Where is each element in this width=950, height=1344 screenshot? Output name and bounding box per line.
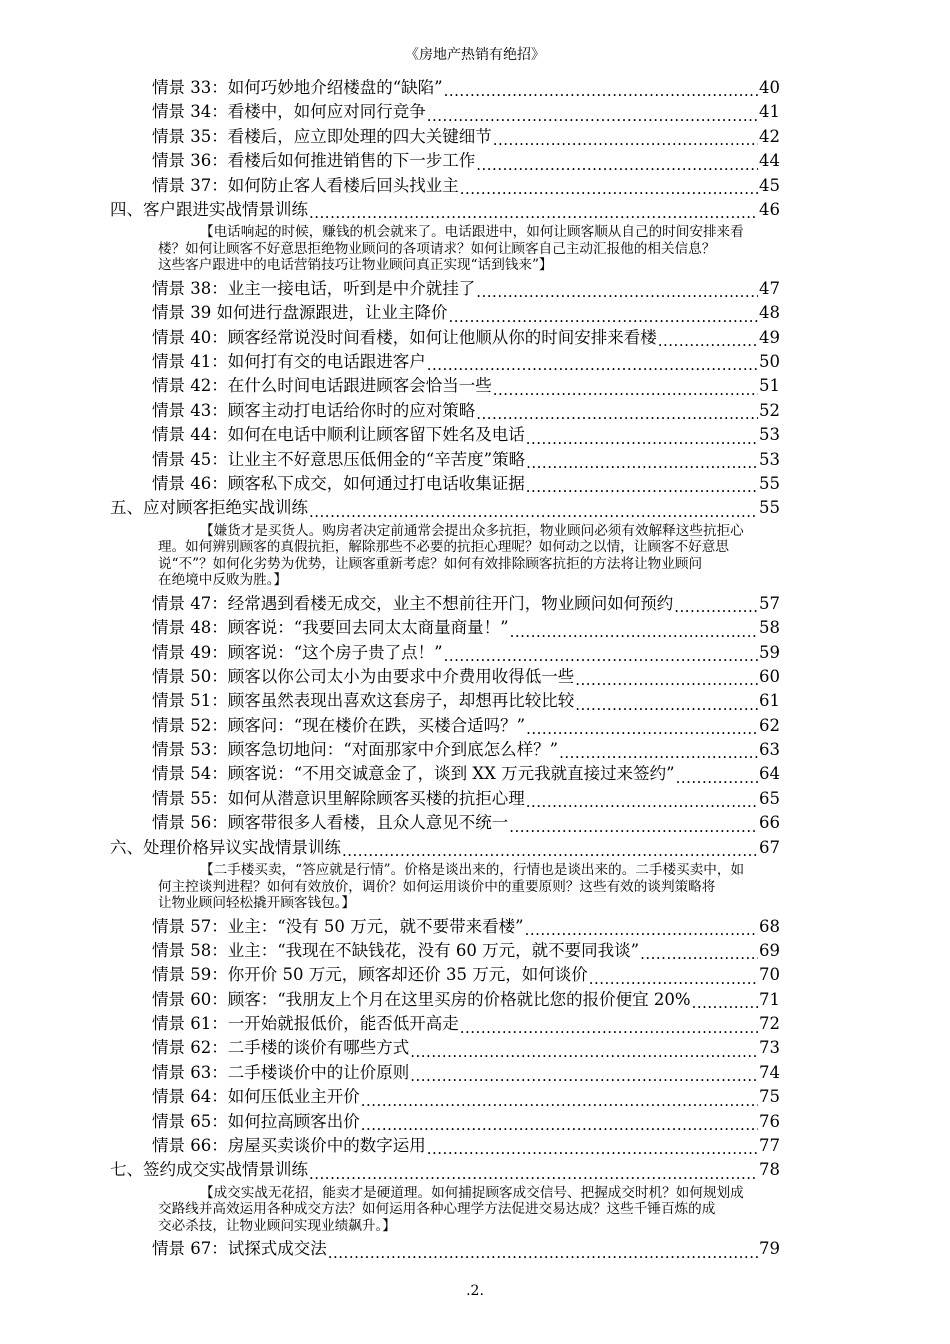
toc-scene-entry[interactable] bbox=[110, 939, 780, 963]
dot-leader bbox=[361, 1092, 758, 1110]
toc-scene-entry[interactable] bbox=[110, 326, 780, 350]
toc-scene-entry[interactable] bbox=[110, 448, 780, 472]
toc-scene-entry[interactable] bbox=[110, 1012, 780, 1036]
toc-scene-entry[interactable] bbox=[110, 963, 780, 987]
entry-title: 情景 46：顾客私下成交，如何通过打电话收集证据 bbox=[152, 473, 525, 493]
entry-title: 情景 39 如何进行盘源跟进，让业主降价 bbox=[152, 303, 448, 323]
entry-title: 七、签约成交实战情景训练 bbox=[110, 1160, 308, 1180]
summary-line: 楼？如何让顾客不好意思拒绝物业顾问的各项请求？如何让顾客自己主动汇报他的相关信息？ bbox=[158, 240, 716, 257]
dot-leader bbox=[589, 970, 758, 988]
entry-title: 情景 58：业主：“我现在不缺钱花，没有 60 万元，就不要同我谈” bbox=[152, 940, 640, 960]
entry-page-number: 68 bbox=[759, 916, 780, 936]
toc-chapter-entry[interactable] bbox=[110, 1158, 780, 1182]
entry-title: 情景 64：如何压低业主开价 bbox=[152, 1087, 360, 1107]
entry-title: 情景 42：在什么时间电话跟进顾客会恰当一些 bbox=[152, 376, 492, 396]
entry-title: 情景 60：顾客：“我朋友上个月在这里买房的价格就比您的报价便宜 20% bbox=[152, 989, 691, 1009]
entry-title: 情景 54：顾客说：“不用交诚意金了，谈到 XX 万元我就直接过来签约” bbox=[152, 764, 675, 784]
entry-page-number: 65 bbox=[759, 788, 780, 808]
toc-scene-entry[interactable] bbox=[110, 301, 780, 325]
page-header: 《房地产热销有绝招》 bbox=[405, 47, 545, 63]
toc-scene-entry[interactable] bbox=[110, 277, 780, 301]
dot-leader bbox=[476, 156, 758, 174]
entry-page-number: 47 bbox=[759, 278, 780, 298]
toc-scene-entry[interactable] bbox=[110, 1110, 780, 1134]
entry-page-number: 40 bbox=[759, 77, 780, 97]
dot-leader bbox=[460, 180, 758, 198]
summary-line: 【嫌货才是买货人。购房者决定前通常会提出众多抗拒，物业顾问必须有效解释这些抗拒心 bbox=[200, 522, 744, 539]
toc-scene-entry[interactable] bbox=[110, 423, 780, 447]
entry-page-number: 53 bbox=[759, 425, 780, 445]
toc-scene-entry[interactable] bbox=[110, 616, 780, 640]
dot-leader bbox=[559, 744, 758, 762]
dot-leader bbox=[449, 308, 759, 326]
entry-page-number: 77 bbox=[759, 1136, 780, 1156]
dot-leader bbox=[526, 720, 758, 738]
entry-page-number: 50 bbox=[759, 352, 780, 371]
toc-scene-entry[interactable] bbox=[110, 1237, 780, 1261]
dot-leader bbox=[342, 842, 758, 860]
toc-scene-entry[interactable] bbox=[110, 1134, 780, 1158]
summary-line: 【二手楼买卖，“答应就是行情”。价格是谈出来的，行情也是谈出来的。二手楼买卖中，如 bbox=[200, 862, 745, 879]
toc-chapter-entry[interactable] bbox=[110, 836, 780, 860]
entry-page-number: 73 bbox=[759, 1038, 780, 1058]
dot-leader bbox=[692, 994, 758, 1012]
dot-leader bbox=[674, 598, 758, 616]
entry-page-number: 53 bbox=[759, 449, 780, 469]
entry-page-number: 59 bbox=[759, 642, 780, 662]
dot-leader bbox=[309, 1165, 758, 1183]
entry-page-number: 70 bbox=[759, 965, 780, 985]
table-of-contents bbox=[110, 76, 780, 1262]
dot-leader bbox=[525, 921, 758, 939]
entry-page-number: 64 bbox=[759, 764, 780, 784]
toc-scene-entry[interactable] bbox=[110, 915, 780, 939]
dot-leader bbox=[444, 647, 758, 665]
entry-page-number: 45 bbox=[759, 175, 780, 195]
entry-title: 情景 38：业主一接电话，听到是中介就挂了 bbox=[152, 278, 476, 298]
dot-leader bbox=[575, 671, 758, 689]
entry-title: 情景 35：看楼后，应立即处理的四大关键细节 bbox=[152, 126, 492, 146]
dot-leader bbox=[575, 696, 758, 714]
dot-leader bbox=[510, 623, 758, 641]
toc-scene-entry[interactable] bbox=[110, 472, 780, 496]
entry-page-number: 42 bbox=[759, 126, 780, 146]
dot-leader bbox=[493, 131, 758, 149]
entry-title: 情景 56：顾客带很多人看楼，且众人意见不统一 bbox=[152, 813, 509, 833]
dot-leader bbox=[509, 818, 758, 836]
dot-leader bbox=[309, 204, 758, 222]
toc-scene-entry[interactable] bbox=[110, 665, 780, 689]
dot-leader bbox=[526, 430, 758, 448]
toc-scene-entry[interactable] bbox=[110, 689, 780, 713]
dot-leader bbox=[410, 1043, 758, 1061]
entry-title: 情景 34：看楼中，如何应对同行竞争 bbox=[152, 102, 426, 122]
entry-title: 情景 37：如何防止客人看楼后回头找业主 bbox=[152, 175, 459, 195]
entry-title: 情景 36：看楼后如何推进销售的下一步工作 bbox=[152, 151, 476, 171]
entry-page-number: 71 bbox=[759, 989, 780, 1009]
entry-title: 情景 43：顾客主动打电话给你时的应对策略 bbox=[152, 400, 476, 420]
dot-leader bbox=[476, 405, 758, 423]
summary-line: 【电话响起的时候，赚钱的机会就来了。电话跟进中，如何让顾客顺从自己的时间安排来看 bbox=[200, 224, 744, 241]
summary-line: 在绝境中反败为胜。】 bbox=[158, 572, 288, 589]
dot-leader bbox=[410, 1067, 758, 1085]
summary-line: 交路线并高效运用各种成交方法？如何运用各种心理学方法促进交易达成？这些千锤百炼的成 bbox=[158, 1201, 716, 1218]
summary-line: 说“不”？如何化劣势为优势，让顾客重新考虑？如何有效排除顾客抗拒的方法将让物业顾问 bbox=[158, 555, 703, 572]
entry-title: 情景 61：一开始就报低价，能否低开高走 bbox=[152, 1014, 459, 1034]
dot-leader bbox=[361, 1116, 758, 1134]
dot-leader bbox=[526, 793, 758, 811]
section-summary bbox=[110, 224, 780, 274]
entry-page-number: 61 bbox=[759, 691, 780, 711]
toc-scene-entry[interactable] bbox=[110, 988, 780, 1012]
entry-page-number: 52 bbox=[759, 400, 780, 420]
entry-page-number: 66 bbox=[759, 813, 780, 833]
entry-title: 情景 53：顾客急切地问：“对面那家中介到底怎么样？” bbox=[152, 740, 559, 760]
summary-line: 这些客户跟进中的电话营销技巧让物业顾问真正实现“话到钱来”】 bbox=[158, 257, 553, 274]
entry-title: 四、客户跟进实战情景训练 bbox=[110, 199, 308, 219]
section-summary bbox=[110, 1185, 780, 1235]
dot-leader bbox=[309, 503, 758, 521]
entry-page-number: 75 bbox=[759, 1087, 780, 1107]
toc-scene-entry[interactable] bbox=[110, 762, 780, 786]
dot-leader bbox=[493, 381, 758, 399]
section-summary bbox=[110, 523, 780, 589]
toc-scene-entry[interactable] bbox=[110, 374, 780, 398]
dot-leader bbox=[526, 478, 758, 496]
dot-leader bbox=[328, 1244, 758, 1262]
entry-title: 情景 57：业主：“没有 50 万元，就不要带来看楼” bbox=[152, 916, 524, 936]
summary-line: 何主控谈判进程？如何有效放价，调价？如何运用谈价中的重要原则？这些有效的谈判策略将 bbox=[158, 878, 716, 895]
entry-page-number: 72 bbox=[759, 1014, 780, 1034]
toc-scene-entry[interactable] bbox=[110, 641, 780, 665]
dot-leader bbox=[460, 1019, 758, 1037]
toc-chapter-entry[interactable] bbox=[110, 496, 780, 520]
entry-title: 情景 41：如何打有交的电话跟进客户 bbox=[152, 352, 426, 371]
dot-leader bbox=[427, 356, 758, 374]
dot-leader bbox=[526, 454, 758, 472]
entry-page-number: 44 bbox=[759, 151, 780, 171]
entry-page-number: 57 bbox=[759, 593, 780, 613]
entry-page-number: 55 bbox=[759, 498, 780, 518]
toc-scene-entry[interactable] bbox=[110, 1037, 780, 1061]
entry-page-number: 48 bbox=[759, 303, 780, 323]
summary-line: 理。如何辨别顾客的真假抗拒，解除那些不必要的抗拒心理呢？如何动之以情，让顾客不好意思 bbox=[158, 539, 729, 556]
entry-title: 情景 33：如何巧妙地介绍楼盘的“缺陷” bbox=[152, 77, 443, 97]
entry-page-number: 46 bbox=[759, 199, 780, 219]
entry-page-number: 78 bbox=[759, 1160, 780, 1180]
toc-scene-entry[interactable] bbox=[110, 1085, 780, 1109]
entry-title: 情景 45：让业主不好意思压低佣金的“辛苦度”策略 bbox=[152, 449, 526, 469]
entry-page-number: 63 bbox=[759, 740, 780, 760]
toc-scene-entry[interactable] bbox=[110, 714, 780, 738]
toc-scene-entry[interactable] bbox=[110, 787, 780, 811]
toc-scene-entry[interactable] bbox=[110, 125, 780, 149]
entry-page-number: 62 bbox=[759, 715, 780, 735]
entry-page-number: 49 bbox=[759, 327, 780, 347]
entry-title: 情景 51：顾客虽然表现出喜欢这套房子，却想再比较比较 bbox=[152, 691, 575, 711]
dot-leader bbox=[427, 1140, 758, 1158]
toc-scene-entry[interactable] bbox=[110, 174, 780, 198]
dot-leader bbox=[676, 769, 758, 787]
dot-leader bbox=[444, 82, 758, 100]
entry-page-number: 74 bbox=[759, 1062, 780, 1082]
entry-page-number: 76 bbox=[759, 1111, 780, 1131]
entry-title: 情景 63：二手楼谈价中的让价原则 bbox=[152, 1062, 410, 1082]
entry-title: 情景 48：顾客说：“我要回去同太太商量商量！” bbox=[152, 618, 509, 638]
toc-scene-entry[interactable] bbox=[110, 592, 780, 616]
entry-page-number: 55 bbox=[759, 473, 780, 493]
toc-scene-entry[interactable] bbox=[110, 399, 780, 423]
entry-title: 情景 62：二手楼的谈价有哪些方式 bbox=[152, 1038, 410, 1058]
entry-page-number: 58 bbox=[759, 618, 780, 638]
toc-scene-entry[interactable] bbox=[110, 350, 780, 374]
summary-line: 交必杀技，让物业顾问实现业绩飙升。】 bbox=[158, 1217, 396, 1234]
page-number: .2. bbox=[466, 1283, 484, 1299]
summary-line: 让物业顾问轻松撬开顾客钱包。】 bbox=[158, 895, 356, 912]
dot-leader bbox=[658, 332, 758, 350]
dot-leader bbox=[476, 283, 758, 301]
entry-page-number: 60 bbox=[759, 666, 780, 686]
entry-title: 情景 66：房屋买卖谈价中的数字运用 bbox=[152, 1136, 426, 1156]
entry-title: 情景 52：顾客问：“现在楼价在跌，买楼合适吗？” bbox=[152, 715, 526, 735]
entry-page-number: 69 bbox=[759, 940, 780, 960]
entry-page-number: 41 bbox=[759, 102, 780, 122]
section-summary bbox=[110, 862, 780, 912]
entry-page-number: 79 bbox=[759, 1239, 780, 1259]
dot-leader bbox=[640, 945, 758, 963]
summary-line: 【成交实战无花招，能卖才是硬道理。如何捕捉顾客成交信号、把握成交时机？如何规划成 bbox=[200, 1184, 744, 1201]
toc-chapter-entry[interactable] bbox=[110, 198, 780, 222]
entry-title: 情景 65：如何拉高顾客出价 bbox=[152, 1111, 360, 1131]
entry-title: 情景 40：顾客经常说没时间看楼，如何让他顺从你的时间安排来看楼 bbox=[152, 327, 657, 347]
entry-title: 情景 47：经常遇到看楼无成交，业主不想前往开门，物业顾问如何预约 bbox=[152, 593, 674, 613]
entry-title: 情景 59：你开价 50 万元，顾客却还价 35 万元，如何谈价 bbox=[152, 965, 588, 985]
toc-scene-entry[interactable] bbox=[110, 811, 780, 835]
toc-scene-entry[interactable] bbox=[110, 100, 780, 124]
entry-title: 六、处理价格异议实战情景训练 bbox=[110, 837, 341, 857]
entry-title: 情景 67：试探式成交法 bbox=[152, 1239, 327, 1259]
toc-scene-entry[interactable] bbox=[110, 76, 780, 100]
dot-leader bbox=[427, 107, 758, 125]
entry-title: 情景 44：如何在电话中顺利让顾客留下姓名及电话 bbox=[152, 425, 525, 445]
toc-scene-entry[interactable] bbox=[110, 1061, 780, 1085]
entry-page-number: 67 bbox=[759, 837, 780, 857]
toc-scene-entry[interactable] bbox=[110, 738, 780, 762]
entry-title: 情景 50：顾客以你公司太小为由要求中介费用收得低一些 bbox=[152, 666, 575, 686]
toc-scene-entry[interactable] bbox=[110, 149, 780, 173]
entry-page-number: 51 bbox=[759, 376, 780, 396]
entry-title: 情景 55：如何从潜意识里解除顾客买楼的抗拒心理 bbox=[152, 788, 525, 808]
entry-title: 五、应对顾客拒绝实战训练 bbox=[110, 498, 308, 518]
entry-title: 情景 49：顾客说：“这个房子贵了点！” bbox=[152, 642, 443, 662]
